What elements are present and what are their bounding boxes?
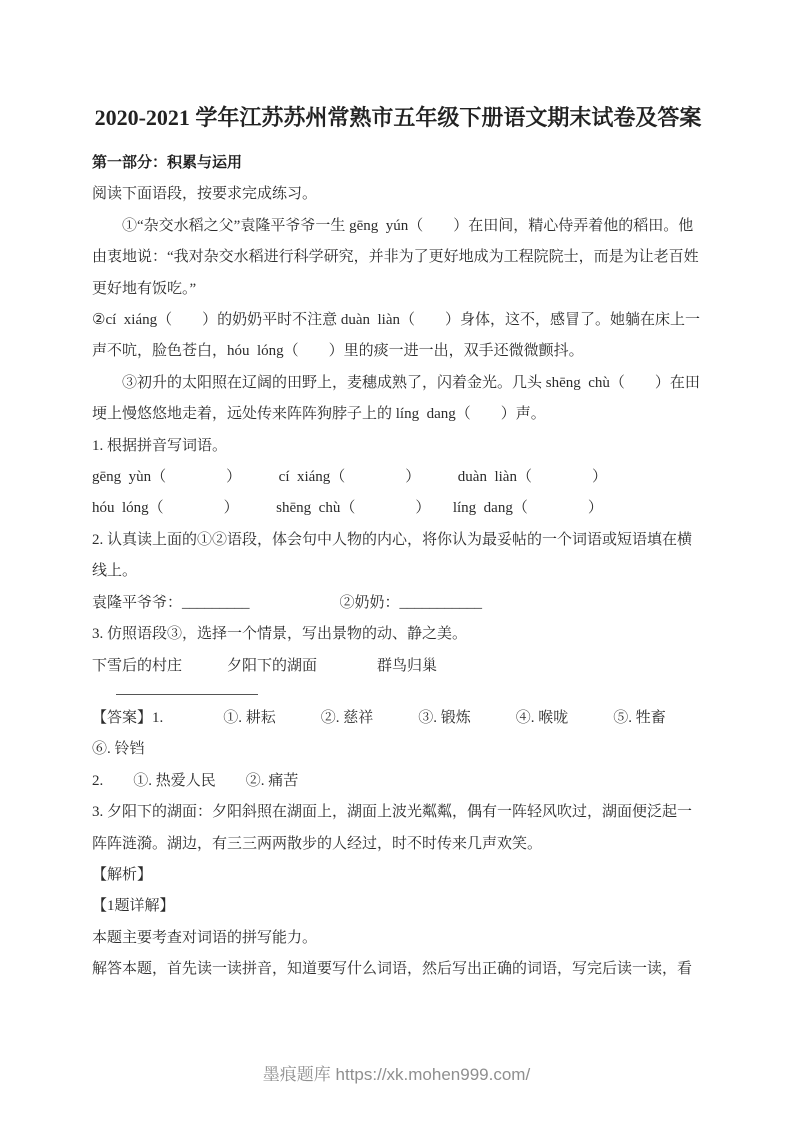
- scene-options-row: 下雪后的村庄 夕阳下的湖面 群鸟归巢: [92, 657, 438, 674]
- pinyin-row-2: hóu lóng（ ） shēng chù（ ） líng dang（ ）: [92, 500, 603, 517]
- answer-label: 【答案】: [92, 709, 153, 726]
- answer-line-1b: ⑥. 铃铛: [92, 741, 145, 758]
- passage-1: ①“杂交水稻之父”袁隆平爷爷一生 gēng yún（ ）在田间，精心侍弄着他的稻田。他由衷地说：“我对杂交水稻进行科学研究，并非为了更好地成为工程院院士，而是为让老百姓更好地有饭吃。”: [92, 217, 699, 297]
- answer-line-3: 3. 夕阳下的湖面：夕阳斜照在湖面上，湖面上波光粼粼，偶有一阵轻风吹过，湖面便泛起一阵阵涟漪。湖边，有三三两两散步的人经过，时不时传来几声欢笑。: [92, 804, 693, 852]
- answer-section-divider: [116, 694, 258, 695]
- explanation-2: 解答本题，首先读一读拼音，知道要写什么词语，然后写出正确的词语，写完后读一读，看: [92, 961, 693, 978]
- intro-text: 阅读下面语段，按要求完成练习。: [92, 186, 318, 203]
- section-header: 第一部分：积累与运用: [92, 155, 243, 171]
- analysis-label: 【解析】: [92, 866, 153, 883]
- pinyin-row-1: gēng yùn（ ） cí xiáng（ ） duàn liàn（ ）: [92, 469, 607, 486]
- answer-line-2: 2. ①. 热爱人民 ②. 痛苦: [92, 772, 299, 789]
- footer-site-name-and-url: 墨痕题库 https://xk.mohen999.com/: [262, 1065, 531, 1084]
- answer-line-1: [92, 703, 704, 734]
- question-3: 3. 仿照语段③，选择一个情景，写出景物的动、静之美。: [92, 626, 468, 643]
- answer-blanks-row: 袁隆平爷爷：_________ ②奶奶：___________: [92, 594, 483, 611]
- page-title: 2020-2021 学年江苏苏州常熟市五年级下册语文期末试卷及答案: [94, 105, 702, 130]
- answer-1-text: 1. ①. 耕耘 ②. 慈祥 ③. 锻炼 ④. 喉咙 ⑤. 牲畜: [152, 709, 666, 726]
- passage-2: ②cí xiáng（ ）的奶奶平时不注意 duàn liàn（ ）身体，这不，感冒了。她躺在床上一声不吭，脸色苍白，hóu lóng（ ）里的痰一进一出，双手还微微颤抖。: [92, 312, 701, 360]
- explanation-1: 本题主要考查对词语的拼写能力。: [92, 929, 318, 946]
- question-1: 1. 根据拼音写词语。: [92, 437, 228, 454]
- page-footer: [0, 1060, 793, 1085]
- question-2: 2. 认真读上面的①②语段，体会句中人物的内心，将你认为最妥帖的一个词语或短语填在横线上。: [92, 531, 693, 580]
- passage-3: ③初升的太阳照在辽阔的田野上，麦穗成熟了，闪着金光。几头 shēng chù（ ）在田埂上慢悠悠地走着，远处传来阵阵狗脖子上的 líng dang（ ）声。: [92, 374, 700, 423]
- detail-1-label: 【1题详解】: [92, 898, 175, 915]
